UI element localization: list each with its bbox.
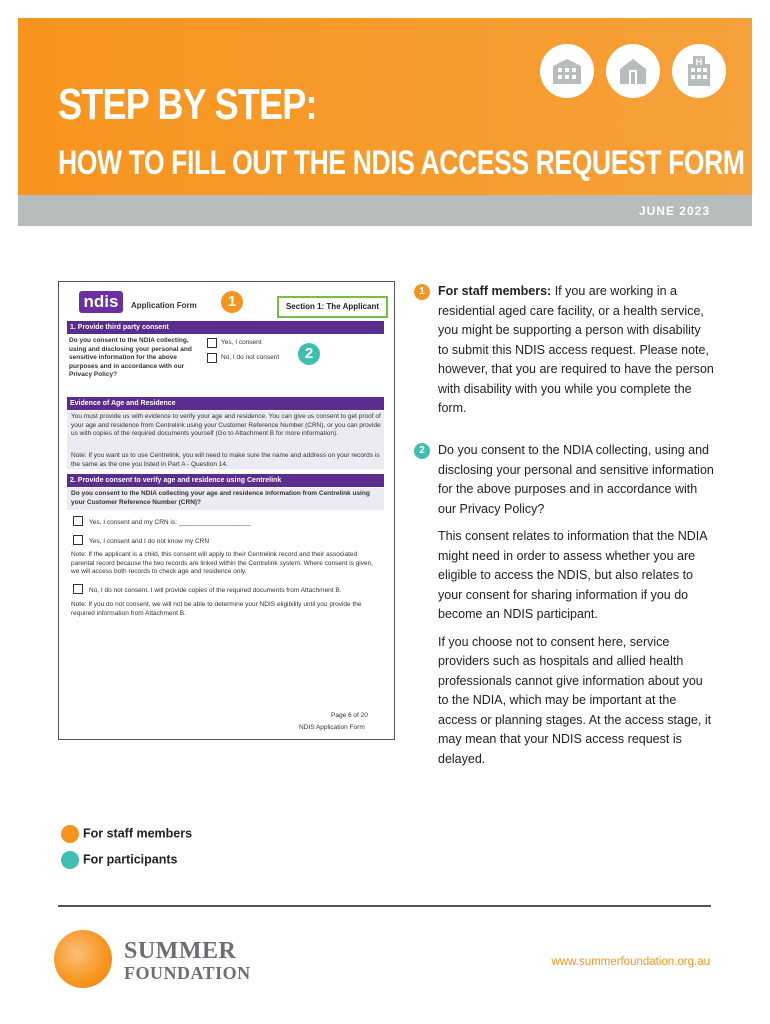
note-no-consent: Note: If you do not consent, we will not be able to determine your NDIS eligibility until you provide the required information from Attachment B. — [71, 601, 362, 617]
teal-dot-icon — [61, 851, 79, 869]
crn-dontknow-checkbox — [73, 535, 83, 545]
legend-participants-label: For participants — [83, 852, 178, 867]
consent-yes-label: Yes, I consent — [221, 339, 262, 346]
consent-no-checkbox — [207, 353, 217, 363]
ndis-logo: ndis — [79, 291, 123, 313]
form-question-2: Do you consent to the NDIA collecting your age and residence information from Centrelink using your Customer Reference Number (CRN)? — [71, 490, 370, 506]
summer-foundation-logo — [124, 940, 251, 984]
step-1-lead: For staff members: — [438, 284, 552, 298]
form-question-1: Do you consent to the NDIA collecting, using and disclosing your personal and sensitive information for the above purposes and in accordance with our Privacy Policy? — [69, 337, 192, 379]
evidence-note: Note: If you want us to use Centrelink, you will need to make sure the name and address on your records is the same as the one you listed in Part A - Question 14. — [71, 452, 380, 468]
website-link[interactable]: www.summerfoundation.org.au — [551, 956, 710, 968]
step-1 — [414, 282, 714, 419]
evidence-text: You must provide us with evidence to verify your age and residence. You can give us consent to get proof of your age and residence from Centrelink using your Customer Reference Number (CRN), or you can provide us with copies of the required documents yourself (Go to Attachment B for more information). — [71, 413, 381, 438]
orange-dot-icon — [61, 825, 79, 843]
step-2-para-3: If you choose not to consent here, service providers such as hospitals and allied health professionals cannot give information about you to the NDIA, which may be important at the access or planning stages. At the access stage, it may mean that your NDIS access request is delayed. — [438, 634, 712, 766]
header-banner — [18, 18, 752, 195]
crn-no-checkbox — [73, 584, 83, 594]
form-page-number: Page 6 of 20 — [331, 712, 368, 719]
form-bar-evidence: Evidence of Age and Residence — [67, 397, 384, 410]
section-label: Section 1: The Applicant — [277, 296, 388, 318]
form-footer: NDIS Application Form — [299, 724, 365, 731]
house-icon — [606, 44, 660, 98]
step-1-badge: 1 — [414, 284, 430, 300]
page-subtitle: HOW TO FILL OUT THE NDIS ACCESS REQUEST FORM — [58, 144, 745, 182]
form-bar-consent: 1. Provide third party consent — [67, 321, 384, 334]
date-label: JUNE 2023 — [638, 204, 710, 218]
step-2-para-2: This consent relates to information that the NDIA might need in order to assess whether you are eligible to access the NDIS, but also relates to your consent for sharing information if you do become an NDIS participant. — [438, 529, 707, 621]
aged-care-building-icon — [540, 44, 594, 98]
crn-no-label: No, I do not consent. I will provide copies of the required documents from Attachment B. — [89, 587, 342, 594]
hospital-icon — [672, 44, 726, 98]
header-icons — [540, 44, 726, 98]
step-1-text — [414, 282, 714, 419]
note-child: Note: If the applicant is a child, this consent will apply to their Centrelink record and their associated parental record because the two records are linked within the Centrelink system. Where consent is given, we will access both records to check age and residence only. — [71, 551, 374, 576]
step-2-badge: 2 — [414, 443, 430, 459]
form-label: Application Form — [131, 301, 197, 310]
step-2 — [414, 441, 714, 769]
logo-line-1: SUMMER — [124, 938, 237, 964]
legend-staff — [61, 825, 192, 843]
logo-line-2: FOUNDATION — [124, 963, 251, 983]
form-badge-2: 2 — [298, 343, 320, 365]
form-badge-1: 1 — [221, 291, 243, 313]
step-1-body: If you are working in a residential aged care facility, or a health service, you might be supporting a person with disability to submit this NDIS access request. Please note, however, that you are required to have the person with disability with you while you complete the form. — [438, 284, 714, 415]
step-2-text: Do you consent to the NDIA collecting, using and disclosing your personal and sensitive information for the above purposes and in accordance with our Privacy Policy? — [438, 443, 714, 516]
consent-no-label: No, I do not consent — [221, 354, 280, 361]
footer-divider — [58, 905, 711, 907]
crn-yes-checkbox — [73, 516, 83, 526]
summer-foundation-logo-icon — [54, 930, 112, 988]
page-title: STEP BY STEP: — [58, 80, 317, 129]
consent-yes-checkbox — [207, 338, 217, 348]
date-bar — [18, 195, 752, 226]
svg-text:H: H — [695, 57, 703, 67]
form-bar-centrelink: 2. Provide consent to verify age and residence using Centrelink — [67, 474, 384, 487]
crn-dontknow-label: Yes, I consent and I do not know my CRN — [89, 538, 210, 545]
legend-staff-label: For staff members — [83, 826, 193, 841]
legend-participants — [61, 851, 177, 869]
crn-yes-label: Yes, I consent and my CRN is: ____________________ — [89, 519, 252, 526]
form-excerpt-image — [58, 281, 395, 740]
